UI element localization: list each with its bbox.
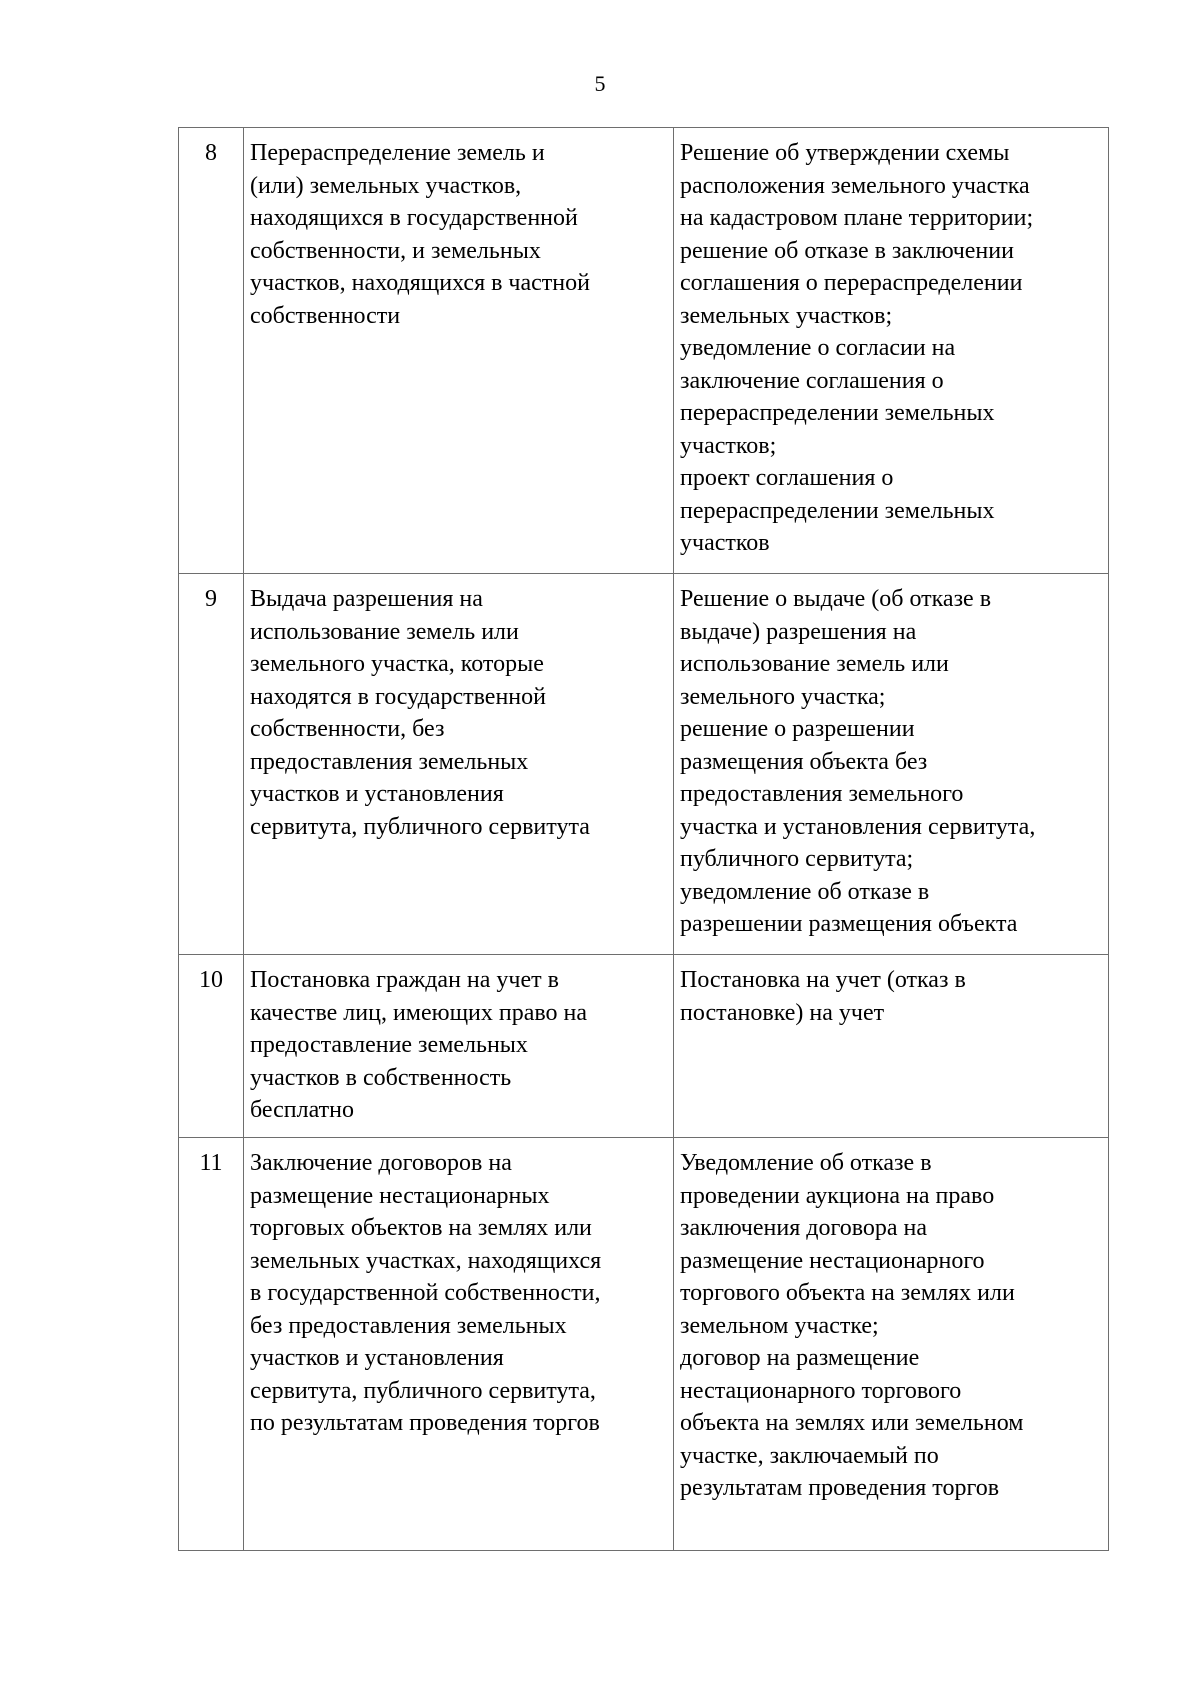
cell-text-line: выдаче) разрешения на [680,618,917,645]
cell-text-line: размещения объекта без [680,748,928,775]
cell-text-line: на кадастровом плане территории; [680,205,1034,231]
services-table [178,127,1109,1551]
table-row [179,574,1109,955]
cell-text-line: результатам проведения торгов [680,1475,1000,1501]
service-cell [244,574,674,955]
cell-text-line: бесплатно [250,1097,354,1123]
cell-text-line: уведомление о согласии на [680,335,956,361]
cell-text-line: публичного сервитута; [680,846,914,872]
cell-text-line: объекта на землях или земельном [680,1410,1024,1436]
cell-text-line: использование земель или [250,618,519,645]
cell-text-line: заключения договора на [680,1215,928,1241]
cell-text-line: собственности, и земельных [250,237,541,264]
row-number-cell: 11 [179,1138,244,1551]
cell-text-line: участков [680,530,770,556]
table-row [179,128,1109,574]
cell-text-line: предоставления земельного [680,781,964,807]
cell-text-line: по результатам проведения торгов [250,1410,600,1436]
cell-text-line: Перераспределение земель и [250,140,545,166]
cell-text-line: перераспределении земельных [680,497,995,524]
cell-text-line: Заключение договоров на [250,1150,512,1176]
cell-text-line: Решение об утверждении схемы [680,140,1010,166]
cell-text-line: решение об отказе в заключении [680,237,1014,264]
cell-text-line: участков в собственность [250,1064,512,1091]
cell-text-line: Уведомление об отказе в [680,1150,932,1176]
cell-text-line: торговых объектов на землях или [250,1215,592,1241]
cell-text-line: предоставления земельных [250,748,529,775]
cell-text-line: участка и установления сервитута, [680,813,1036,840]
cell-text-line: Выдача разрешения на [250,586,483,612]
cell-text-line: уведомление об отказе в [680,878,930,905]
cell-text-line: участков и установления [250,1345,504,1371]
service-cell [244,955,674,1138]
cell-text-line: сервитута, публичного сервитута, [250,1377,596,1404]
cell-text-line: расположения земельного участка [680,172,1030,199]
service-cell [244,1138,674,1551]
cell-text-line: находящихся в государственной [250,205,578,231]
cell-text-line: Постановка на учет (отказ в [680,967,966,993]
cell-text-line: без предоставления земельных [250,1312,567,1339]
cell-text-line: собственности [250,302,401,329]
cell-text-line: торгового объекта на землях или [680,1280,1015,1306]
cell-text-line: использование земель или [680,651,949,677]
cell-text-line: находятся в государственной [250,683,546,710]
result-cell [674,128,1109,574]
cell-text-line: собственности, без [250,716,445,742]
cell-text-line: земельного участка, которые [250,651,544,677]
cell-text-line: решение о разрешении [680,716,915,742]
service-cell [244,128,674,574]
row-number-cell: 10 [179,955,244,1138]
cell-text-line: участке, заключаемый по [680,1442,939,1469]
cell-text-line: заключение соглашения о [680,367,944,394]
row-number-cell: 9 [179,574,244,955]
cell-text-line: земельного участка; [680,683,886,710]
table-row [179,1138,1109,1551]
page-number: 5 [594,71,606,96]
cell-text-line: земельном участке; [680,1312,879,1339]
cell-text-line: разрешении размещения объекта [680,911,1018,937]
cell-text-line: договор на размещение [680,1345,920,1371]
cell-text-line: предоставление земельных [250,1032,528,1058]
services-table-body [179,128,1109,1551]
cell-text-line: сервитута, публичного сервитута [250,813,590,840]
cell-text-line: соглашения о перераспределении [680,270,1023,296]
table-row [179,955,1109,1138]
cell-text-line: перераспределении земельных [680,400,995,426]
cell-text-line: Решение о выдаче (об отказе в [680,586,992,612]
cell-text-line: (или) земельных участков, [250,172,522,199]
cell-text-line: земельных участках, находящихся [250,1247,602,1274]
result-cell [674,574,1109,955]
cell-text-line: постановке) на учет [680,999,885,1026]
cell-text-line: участков; [680,432,777,459]
cell-text-line: размещение нестационарного [680,1247,985,1274]
cell-text-line: качестве лиц, имеющих право на [250,999,588,1026]
cell-text-line: размещение нестационарных [250,1182,550,1209]
result-cell [674,1138,1109,1551]
cell-text-line: в государственной собственности, [250,1280,601,1306]
row-number-cell: 8 [179,128,244,574]
cell-text-line: нестационарного торгового [680,1377,962,1404]
cell-text-line: участков, находящихся в частной [250,270,590,296]
result-cell [674,955,1109,1138]
cell-text-line: участков и установления [250,781,504,807]
cell-text-line: проект соглашения о [680,465,894,491]
cell-text-line: Постановка граждан на учет в [250,967,559,993]
cell-text-line: земельных участков; [680,302,893,329]
cell-text-line: проведении аукциона на право [680,1182,995,1209]
